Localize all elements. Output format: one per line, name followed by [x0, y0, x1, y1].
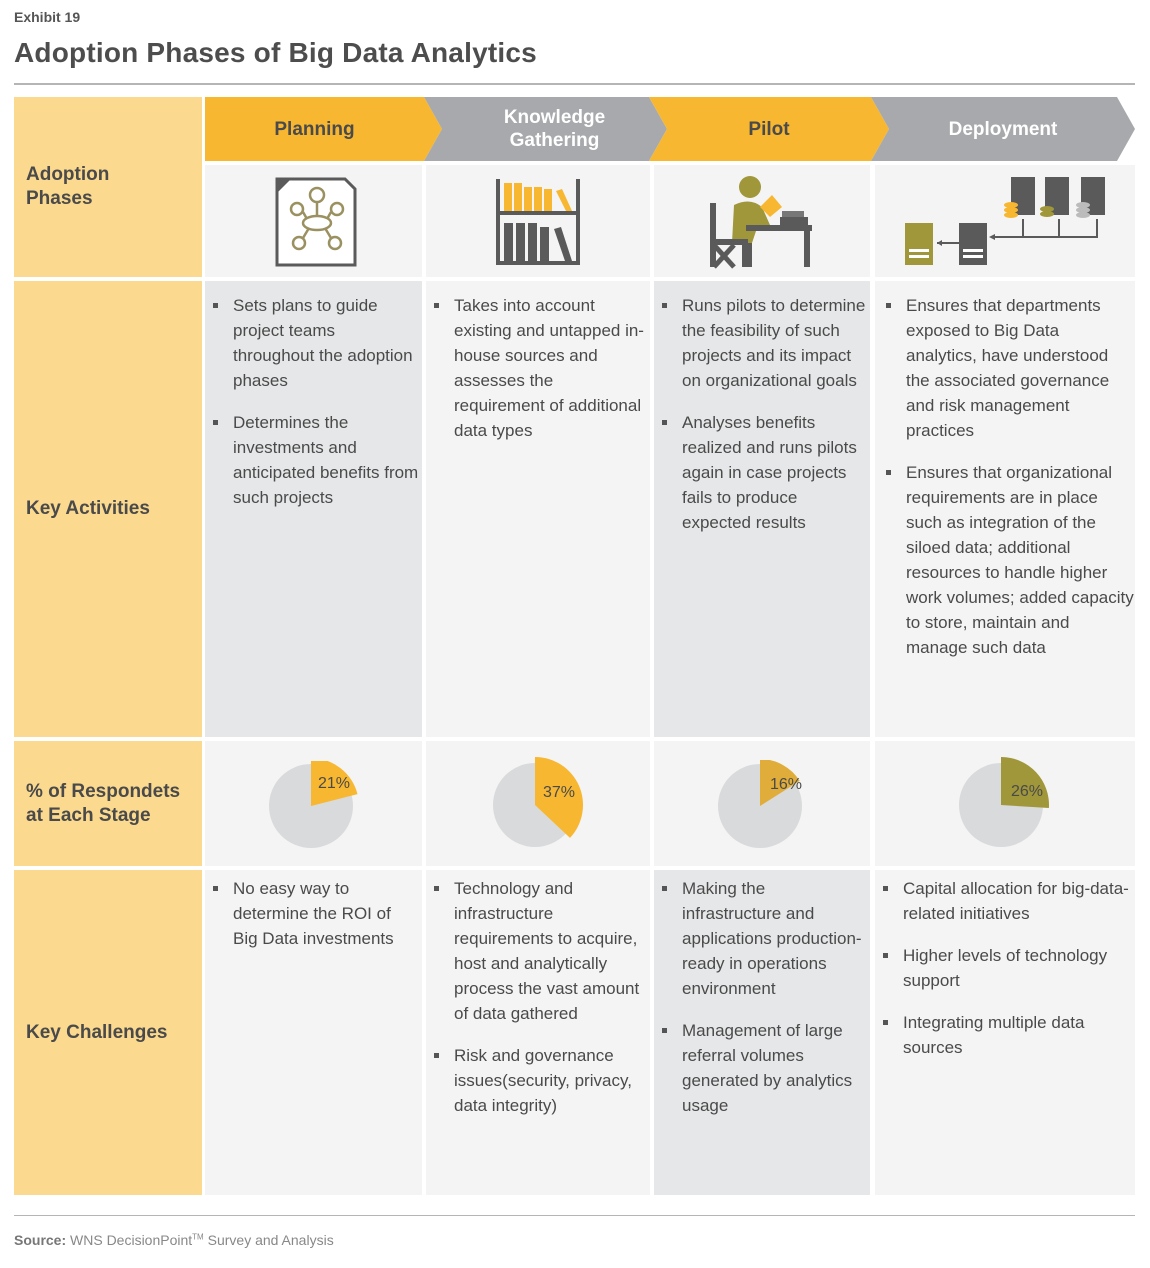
row-label-challenges: Key Challenges [14, 870, 202, 1195]
challenge-item: Risk and governance issues(security, privacy, data integrity) [426, 1043, 648, 1118]
row-label-respondents: % of Respondets at Each Stage [14, 741, 202, 866]
plan-document-icon [205, 165, 422, 277]
page-title: Adoption Phases of Big Data Analytics [14, 37, 537, 68]
challenge-item: Management of large referral volumes generated by analytics usage [654, 1018, 868, 1118]
pie-chart-planning [266, 761, 366, 861]
pie-percent-label: 21% [317, 775, 351, 792]
pie-percent-label: 37% [542, 784, 576, 801]
pie-percent-label: 26% [1010, 783, 1044, 800]
pie-percent-label: 16% [769, 776, 803, 793]
pie-chart-knowledge [489, 757, 589, 857]
activities-cell-pilot [654, 281, 870, 737]
phase-chevron-planning [205, 97, 442, 161]
challenge-item: Capital allocation for big-data-related initiatives [875, 876, 1131, 926]
activities-cell-knowledge [426, 281, 650, 737]
bottom-divider [14, 1215, 1135, 1216]
challenge-item: Higher levels of technology support [875, 943, 1131, 993]
challenge-item: Technology and infrastructure requirements to acquire, host and analytically process the vast amount of data gathered [426, 876, 648, 1026]
pie-chart-deployment [955, 757, 1055, 857]
source-note: Source: WNS DecisionPoint™ Survey and Analysis [14, 1232, 334, 1248]
activity-item: Sets plans to guide project teams throughout the adoption phases [205, 293, 420, 393]
activity-item: Takes into account existing and untapped in-house sources and assesses the requirement of additional data types [426, 293, 648, 443]
top-divider [14, 83, 1135, 85]
phase-chevron-pilot [649, 97, 889, 161]
challenges-cell-knowledge [426, 870, 650, 1195]
icon-cell-deployment [875, 165, 1135, 277]
icon-cell-knowledge [426, 165, 650, 277]
phase-title-planning: Planning [274, 118, 355, 140]
phase-chevron-knowledge [424, 97, 667, 161]
phase-chevron-deployment [871, 97, 1135, 161]
challenge-item: Integrating multiple data sources [875, 1010, 1131, 1060]
activity-item: Ensures that organizational requirements are in place such as integration of the siloed data; additional resources to handle higher work volumes; added capacity to store, maintain and manage such data [878, 460, 1134, 660]
activities-cell-planning [205, 281, 422, 737]
challenges-cell-pilot [654, 870, 870, 1195]
row-label-activities: Key Activities [14, 281, 202, 737]
activity-item: Ensures that departments exposed to Big Data analytics, have understood the associated governance and risk management practices [878, 293, 1134, 443]
person-reading-desk-icon [654, 165, 870, 277]
bookshelf-icon [426, 165, 650, 277]
row-label-adoption: Adoption Phases [14, 97, 202, 277]
phase-title-knowledge: Knowledge Gathering [503, 107, 606, 151]
pie-chart-pilot [714, 760, 814, 860]
exhibit-number: Exhibit 19 [14, 9, 81, 25]
server-network-icon [875, 165, 1135, 277]
phase-title-pilot: Pilot [748, 118, 790, 140]
activity-item: Analyses benefits realized and runs pilots again in case projects fails to produce expected results [654, 410, 868, 535]
challenge-item: Making the infrastructure and applications production-ready in operations environment [654, 876, 868, 1001]
challenges-cell-planning [205, 870, 422, 1195]
activity-item: Determines the investments and anticipated benefits from such projects [205, 410, 420, 510]
challenges-cell-deployment [875, 870, 1135, 1195]
icon-cell-planning [205, 165, 422, 277]
phase-title-deployment: Deployment [948, 118, 1058, 140]
challenge-item: No easy way to determine the ROI of Big Data investments [205, 876, 420, 951]
activity-item: Runs pilots to determine the feasibility of such projects and its impact on organizational goals [654, 293, 868, 393]
activities-cell-deployment [875, 281, 1135, 737]
icon-cell-pilot [654, 165, 870, 277]
